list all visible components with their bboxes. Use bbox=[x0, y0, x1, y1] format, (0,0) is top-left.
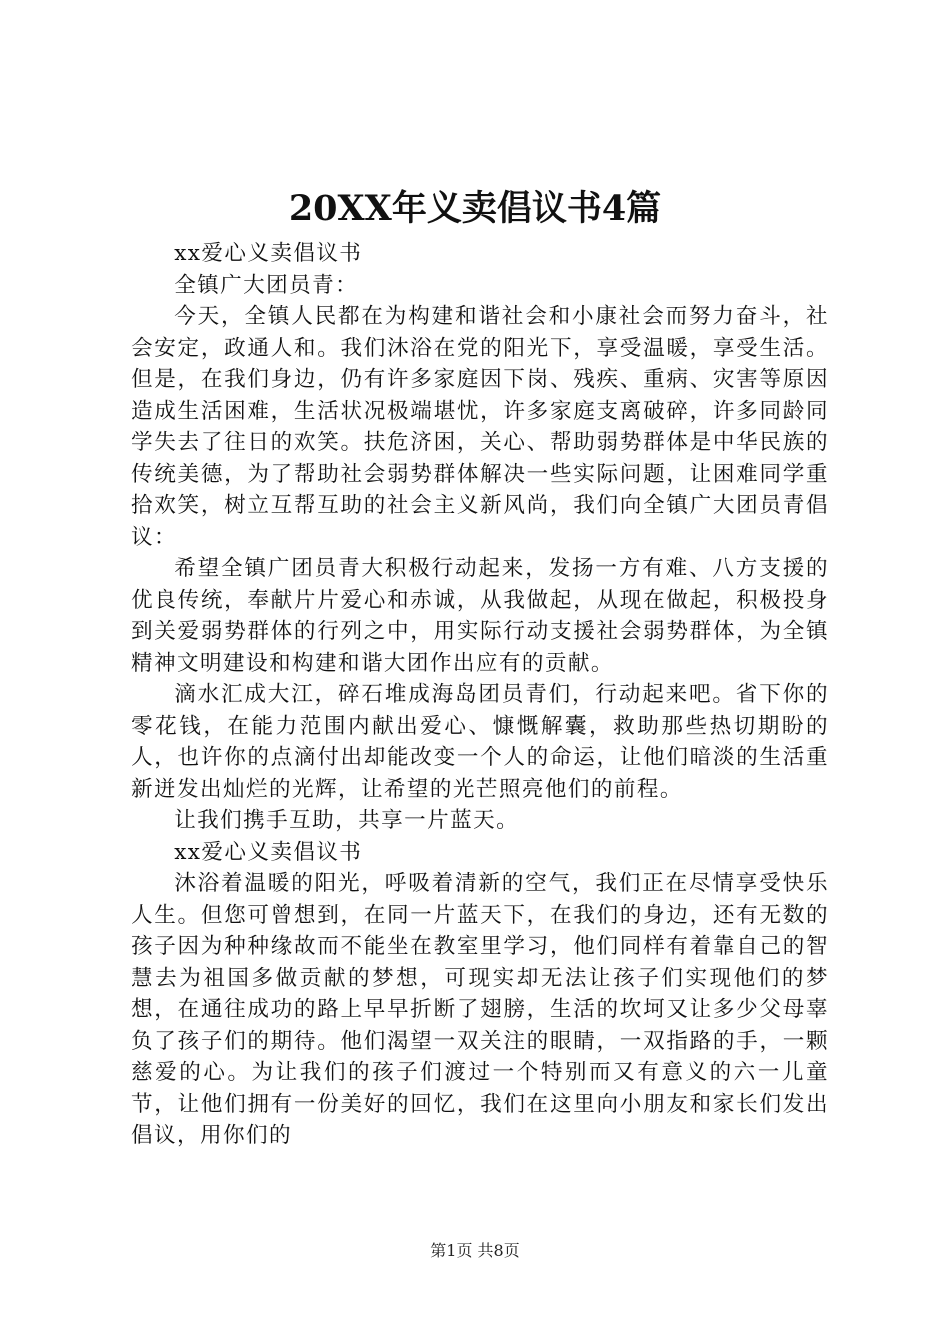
page-number-footer: 第1页 共8页 bbox=[430, 1241, 520, 1260]
paragraph: 沐浴着温暖的阳光，呼吸着清新的空气，我们正在尽情享受快乐人生。但您可曾想到，在同一片蓝天下，在我们的身边，还有无数的孩子因为种种缘故而不能坐在教室里学习，他们同样有着靠自己的智慧去为祖国多做贡献的梦想，可现实却无法让孩子们实现他们的梦想，在通往成功的路上早早折断了翅膀，生活的坎坷又让多少父母辜负了孩子们的期待。他们渴望一双关注的眼睛，一双指路的手，一颗慈爱的心。为让我们的孩子们渡过一个特别而又有意义的六一儿童节，让他们拥有一份美好的回忆，我们在这里向小朋友和家长们发出倡议，用你们的 bbox=[131, 871, 829, 1148]
page-title: 20XX年义卖倡议书4篇 bbox=[288, 188, 662, 229]
paragraph: 希望全镇广团员青大积极行动起来，发扬一方有难、八方支援的优良传统，奉献片片爱心和赤诚，从我做起，从现在做起，积极投身到关爱弱势群体的行列之中，用实际行动支援社会弱势群体，为全镇精神文明建设和构建和谐大团作出应有的贡献。 bbox=[131, 556, 829, 676]
paragraph: 今天，全镇人民都在为构建和谐社会和小康社会而努力奋斗，社会安定，政通人和。我们沐浴在党的阳光下，享受温暖，享受生活。但是，在我们身边，仍有许多家庭因下岗、残疾、重病、灾害等原因造成生活困难，生活状况极端堪忧，许多家庭支离破碎，许多同龄同学失去了往日的欢笑。扶危济困，关心、帮助弱势群体是中华民族的传统美德，为了帮助社会弱势群体解决一些实际问题，让困难同学重拾欢笑，树立互帮互助的社会主义新风尚，我们向全镇广大团员青倡议： bbox=[131, 304, 829, 550]
paragraph-heading-1: xx爱心义卖倡议书 bbox=[174, 241, 363, 266]
paragraph: 滴水汇成大江，碎石堆成海岛团员青们，行动起来吧。省下你的零花钱，在能力范围内献出爱心、慷慨解囊，救助那些热切期盼的人，也许你的点滴付出却能改变一个人的命运，让他们暗淡的生活重新迸发出灿烂的光辉，让希望的光芒照亮他们的前程。 bbox=[131, 682, 829, 802]
paragraph-salutation: 全镇广大团员青： bbox=[174, 272, 359, 298]
paragraph: 让我们携手互助，共享一片蓝天。 bbox=[174, 808, 520, 833]
document-body bbox=[131, 238, 829, 1152]
paragraph-heading-2: xx爱心义卖倡议书 bbox=[174, 839, 363, 865]
